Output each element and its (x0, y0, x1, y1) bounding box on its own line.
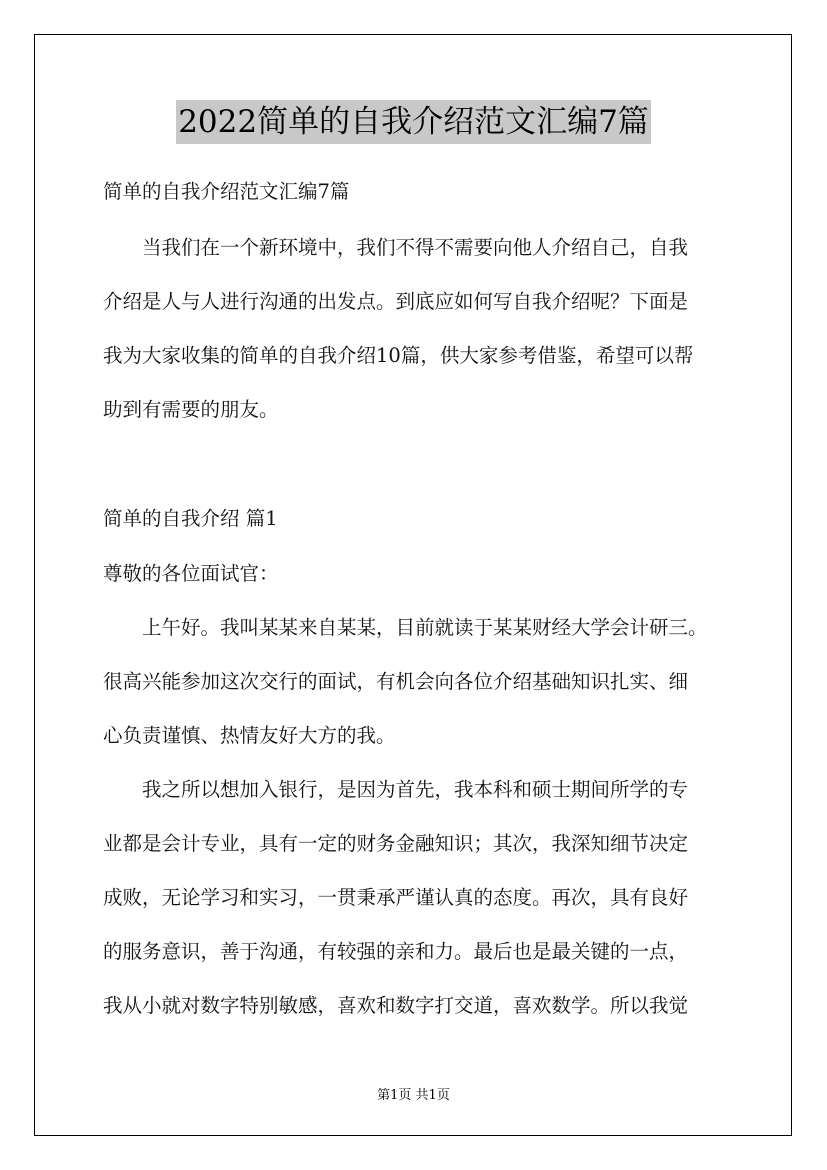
intro-line: 我为大家收集的简单的自我介绍10篇，供大家参考借鉴，希望可以帮 (103, 344, 694, 367)
page-footer: 第1页 共1页 (377, 1088, 450, 1103)
document-title: 2022简单的自我介绍范文汇编7篇 (176, 100, 651, 144)
paragraph-line: 很高兴能参加这次交行的面试，有机会向各位介绍基础知识扎实、细 (103, 670, 689, 693)
paragraph-line: 上午好。我叫某某来自某某，目前就读于某某财经大学会计研三。 (142, 616, 708, 639)
section-heading: 简单的自我介绍 篇1 (103, 507, 278, 530)
document-subtitle: 简单的自我介绍范文汇编7篇 (103, 180, 350, 203)
title-container (0, 100, 827, 144)
paragraph-line: 成败，无论学习和实习，一贯秉承严谨认真的态度。再次，具有良好 (103, 886, 689, 909)
salutation: 尊敬的各位面试官： (103, 562, 279, 585)
paragraph-line: 我之所以想加入银行，是因为首先，我本科和硕士期间所学的专 (142, 778, 689, 801)
paragraph-line: 心负责谨慎、热情友好大方的我。 (103, 724, 396, 747)
intro-line: 助到有需要的朋友。 (103, 398, 279, 421)
paragraph-line: 业都是会计专业，具有一定的财务金融知识；其次，我深知细节决定 (103, 832, 689, 855)
intro-line: 介绍是人与人进行沟通的出发点。到底应如何写自我介绍呢？下面是 (103, 290, 689, 313)
paragraph-line: 的服务意识，善于沟通，有较强的亲和力。最后也是最关键的一点， (103, 940, 689, 963)
intro-line: 当我们在一个新环境中，我们不得不需要向他人介绍自己，自我 (142, 236, 689, 259)
paragraph-line: 我从小就对数字特别敏感，喜欢和数字打交道，喜欢数学。所以我觉 (103, 994, 689, 1017)
